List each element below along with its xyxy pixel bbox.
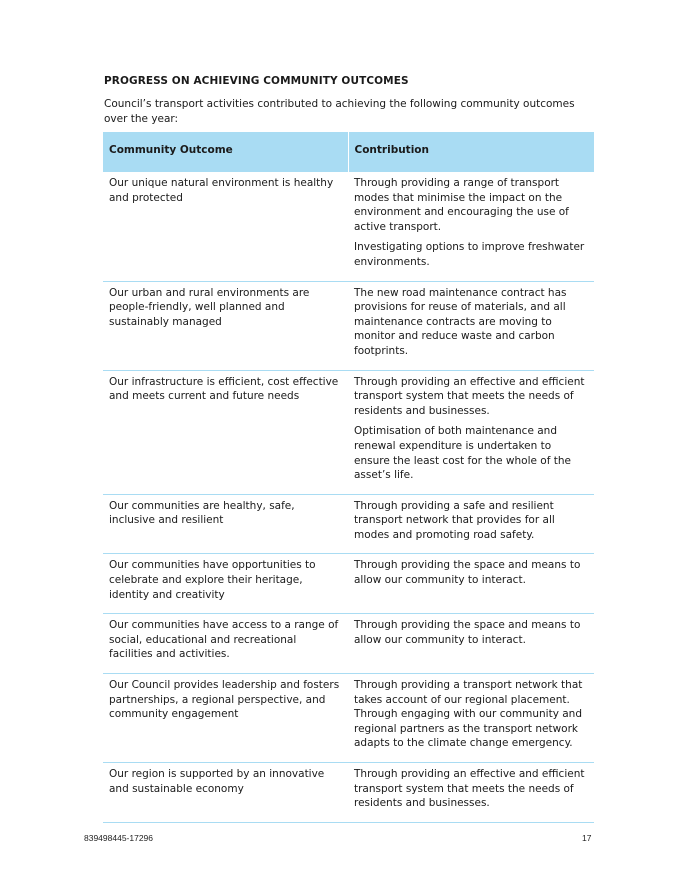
contribution-paragraph: Through providing the space and means to allow our community to interact.	[354, 559, 581, 587]
contribution-paragraph: Optimisation of both maintenance and renewal expenditure is undertaken to ensure the least cost for the whole of the asset’s life.	[354, 425, 571, 482]
table-header-row	[103, 132, 594, 172]
table-row	[103, 494, 594, 554]
contribution-cell	[348, 763, 594, 823]
contribution-paragraph: The new road maintenance contract has provisions for reuse of materials, and all maintenance contracts are moving to monitor and reduce waste and carbon footprints.	[354, 286, 567, 357]
community-outcomes-table	[103, 132, 594, 823]
contribution-cell	[348, 370, 594, 494]
community-outcome-cell: Our communities have access to a range of social, educational and recreational facilities and activities.	[103, 614, 348, 674]
community-outcome-cell: Our unique natural environment is healthy and protected	[103, 172, 348, 281]
column-header-contribution: Contribution	[348, 132, 594, 172]
table-body	[103, 172, 594, 822]
contribution-paragraph: Through providing a range of transport modes that minimise the impact on the environment and encouraging the use of active transport.	[354, 177, 569, 233]
contribution-paragraph: Through providing a transport network that takes account of our regional placement. Through engaging with our community and regional partners as the transport network adapts to the climate change emergency.	[354, 679, 583, 750]
table-row	[103, 763, 594, 823]
community-outcome-cell: Our region is supported by an innovative and sustainable economy	[103, 763, 348, 823]
table-row	[103, 370, 594, 494]
community-outcome-cell: Our infrastructure is efficient, cost effective and meets current and future needs	[103, 370, 348, 494]
community-outcome-cell: Our communities are healthy, safe, inclusive and resilient	[103, 494, 348, 554]
table-row	[103, 172, 594, 281]
contribution-cell	[348, 281, 594, 370]
section-heading: PROGRESS ON ACHIEVING COMMUNITY OUTCOMES	[104, 75, 409, 87]
community-outcome-cell: Our urban and rural environments are people-friendly, well planned and sustainably managed	[103, 281, 348, 370]
contribution-cell	[348, 172, 594, 281]
community-outcome-cell: Our Council provides leadership and fosters partnerships, a regional perspective, and community engagement	[103, 674, 348, 763]
table-row	[103, 674, 594, 763]
contribution-cell	[348, 554, 594, 614]
contribution-paragraph: Investigating options to improve freshwater environments.	[354, 241, 585, 268]
contribution-paragraph: Through providing an effective and efficient transport system that meets the needs of residents and businesses.	[354, 768, 585, 810]
contribution-cell	[348, 674, 594, 763]
table-row	[103, 614, 594, 674]
table-row	[103, 281, 594, 370]
intro-paragraph: Council’s transport activities contributed to achieving the following community outcomes over the year:	[104, 98, 575, 125]
column-header-community-outcome: Community Outcome	[103, 132, 348, 172]
footer-page-number: 17	[582, 833, 592, 843]
contribution-paragraph: Through providing a safe and resilient transport network that provides for all modes and promoting road safety.	[354, 499, 555, 541]
footer-document-id: 839498445-17296	[84, 833, 154, 843]
contribution-paragraph: Through providing the space and means to allow our community to interact.	[354, 619, 581, 646]
contribution-cell	[348, 614, 594, 674]
contribution-cell	[348, 494, 594, 554]
contribution-paragraph: Through providing an effective and efficient transport system that meets the needs of residents and businesses.	[354, 375, 585, 417]
community-outcome-cell: Our communities have opportunities to celebrate and explore their heritage, identity and creativity	[103, 554, 348, 614]
table-row	[103, 554, 594, 614]
